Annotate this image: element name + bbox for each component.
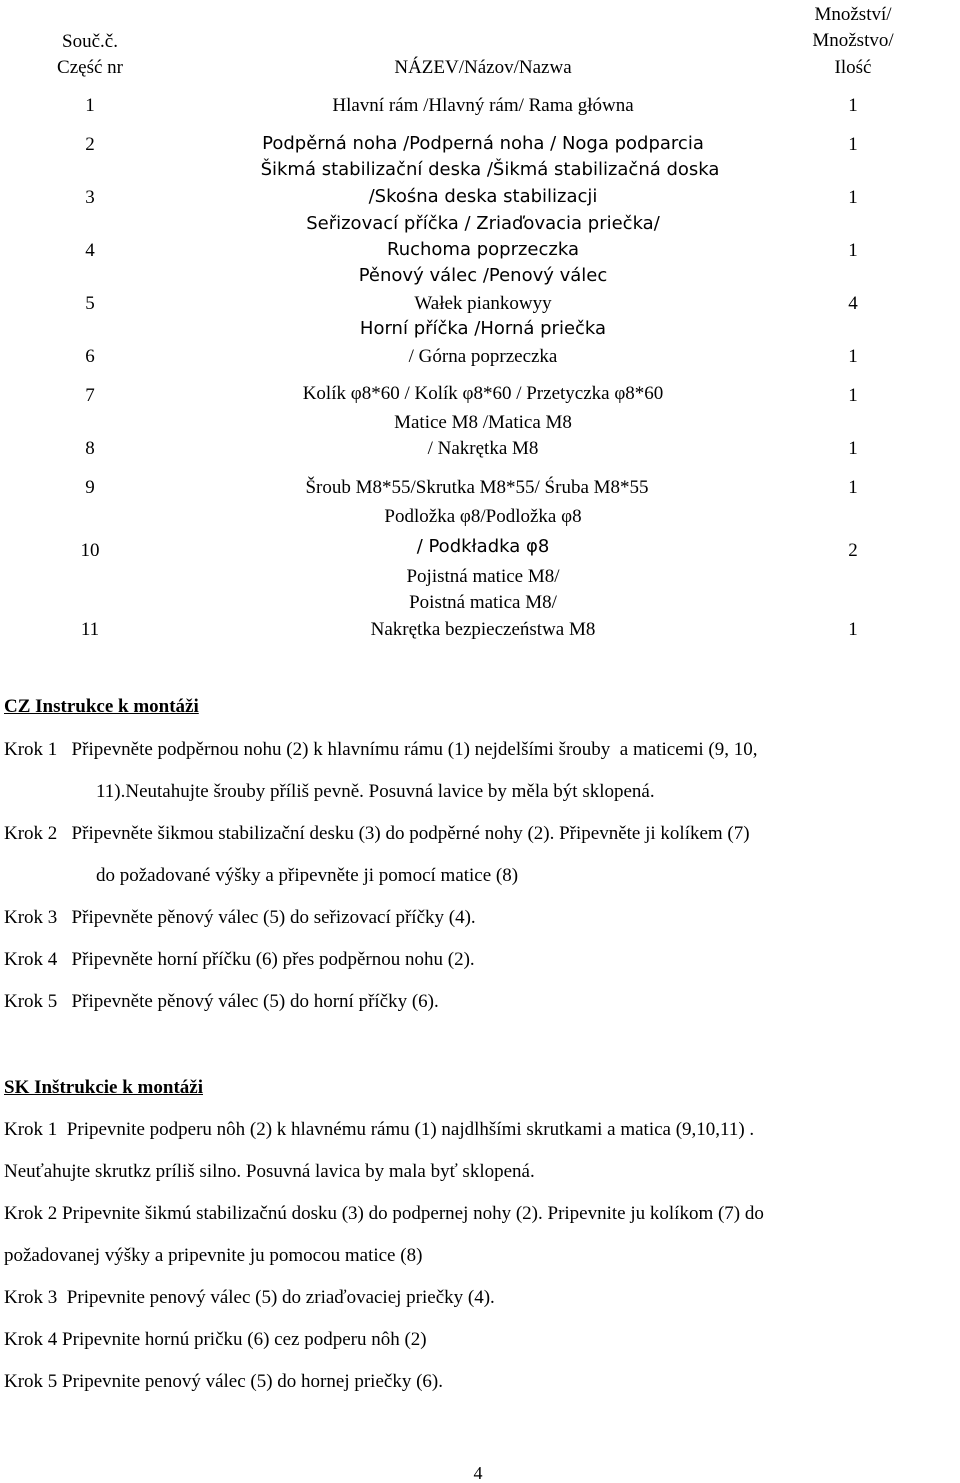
part-qty: 1 [848,477,858,498]
part-number: 10 [80,540,100,561]
sk-instruction-line: Krok 4 Pripevnite hornú pričku (6) cez podperu nôh (2) [4,1329,427,1350]
part-name: Podpěrná noha /Podperná noha / Noga podparcia [262,133,704,154]
part-name: Šroub M8*55/Skrutka M8*55/ Śruba M8*55 [305,477,649,498]
cz-instruction-line: Krok 4 Připevněte horní příčku (6) přes podpěrnou nohu (2). [4,949,475,970]
part-name: Hlavní rám /Hlavný rám/ Rama główna [332,95,634,116]
header-qty-cz: Množství/ [814,4,892,25]
sk-heading: SK Inštrukcie k montáži [4,1077,203,1098]
part-name: Poistná matica M8/ [409,592,557,613]
header-qty-pl: Ilość [834,57,872,78]
header-part-no-cz: Souč.č. [62,31,118,52]
part-qty: 1 [848,240,858,261]
part-number: 4 [85,240,95,261]
header-part-no [57,32,123,77]
part-qty: 1 [848,346,858,367]
part-number: 1 [85,95,95,116]
part-qty: 1 [848,438,858,459]
part-name: Pojistná matice M8/ [406,566,560,587]
sk-instruction-line: Krok 2 Pripevnite šikmú stabilizačnú dosku (3) do podpernej nohy (2). Pripevnite ju kolíkom (7) do [4,1203,764,1224]
part-name: Wałek piankowyy [414,293,552,314]
sk-instruction-line: Neuťahujte skrutkz príliš silno. Posuvná lavica by mala byť sklopená. [4,1161,535,1182]
cz-instruction-line: Krok 2 Připevněte šikmou stabilizační desku (3) do podpěrné nohy (2). Připevněte ji kolíkem (7) [4,823,750,844]
part-name: Šikmá stabilizační deska /Šikmá stabilizačná doska [260,159,720,180]
part-name: Pěnový válec /Penový válec [358,265,608,286]
cz-heading: CZ Instrukce k montáži [4,696,199,717]
part-number: 8 [85,438,95,459]
cz-instruction-line: Krok 1 Připevněte podpěrnou nohu (2) k hlavnímu rámu (1) nejdelšími šrouby a maticemi (9, 10, [4,739,758,760]
part-number: 11 [80,619,100,640]
part-qty: 1 [848,385,858,406]
header-part-no-pl: Część nr [57,57,123,78]
part-name: Seřizovací příčka / Zriaďovacia priečka/ [306,213,660,234]
part-qty: 1 [848,134,858,155]
part-number: 5 [85,293,95,314]
part-name: Nakrętka bezpieczeństwa M8 [370,619,596,640]
part-name: Matice M8 /Matica M8 [394,412,572,433]
part-number: 7 [85,385,95,406]
part-name: Podložka φ8/Podložka φ8 [384,506,582,527]
header-qty-sk: Množstvo/ [812,30,894,51]
part-qty: 2 [848,540,858,561]
page-number: 4 [473,1463,483,1483]
part-name: Horní příčka /Horná priečka [359,318,607,339]
sk-instruction-line: požadovanej výšky a pripevnite ju pomocou matice (8) [4,1245,423,1266]
part-number: 6 [85,346,95,367]
part-name: / Górna poprzeczka [408,346,558,367]
part-name: / Nakrętka M8 [427,438,539,459]
part-qty: 1 [848,619,858,640]
part-qty: 1 [848,187,858,208]
cz-instruction-line: 11).Neutahujte šrouby příliš pevně. Posuvná lavice by měla být sklopená. [96,781,655,802]
cz-instruction-line: do požadované výšky a připevněte ji pomocí matice (8) [96,865,519,886]
header-qty [812,5,893,77]
cz-instruction-line: Krok 5 Připevněte pěnový válec (5) do horní příčky (6). [4,991,439,1012]
part-name: / Podkładka φ8 [416,536,550,557]
part-name: /Skośna deska stabilizacji [368,186,598,207]
part-name: Kolík φ8*60 / Kolík φ8*60 / Przetyczka φ8*60 [302,383,664,404]
sk-instruction-line: Krok 5 Pripevnite penový válec (5) do hornej priečky (6). [4,1371,443,1392]
part-name: Ruchoma poprzeczka [387,239,579,260]
part-number: 2 [85,134,95,155]
sk-instruction-line: Krok 3 Pripevnite penový válec (5) do zriaďovaciej priečky (4). [4,1287,495,1308]
cz-instruction-line: Krok 3 Připevněte pěnový válec (5) do seřizovací příčky (4). [4,907,476,928]
part-number: 9 [85,477,95,498]
sk-instruction-line: Krok 1 Pripevnite podperu nôh (2) k hlavnému rámu (1) najdlhšími skrutkami a matica (9,10,11) . [4,1119,755,1140]
header-name: NÁZEV/Názov/Nazwa [394,57,572,78]
part-qty: 1 [848,95,858,116]
part-number: 3 [85,187,95,208]
part-qty: 4 [848,293,858,314]
